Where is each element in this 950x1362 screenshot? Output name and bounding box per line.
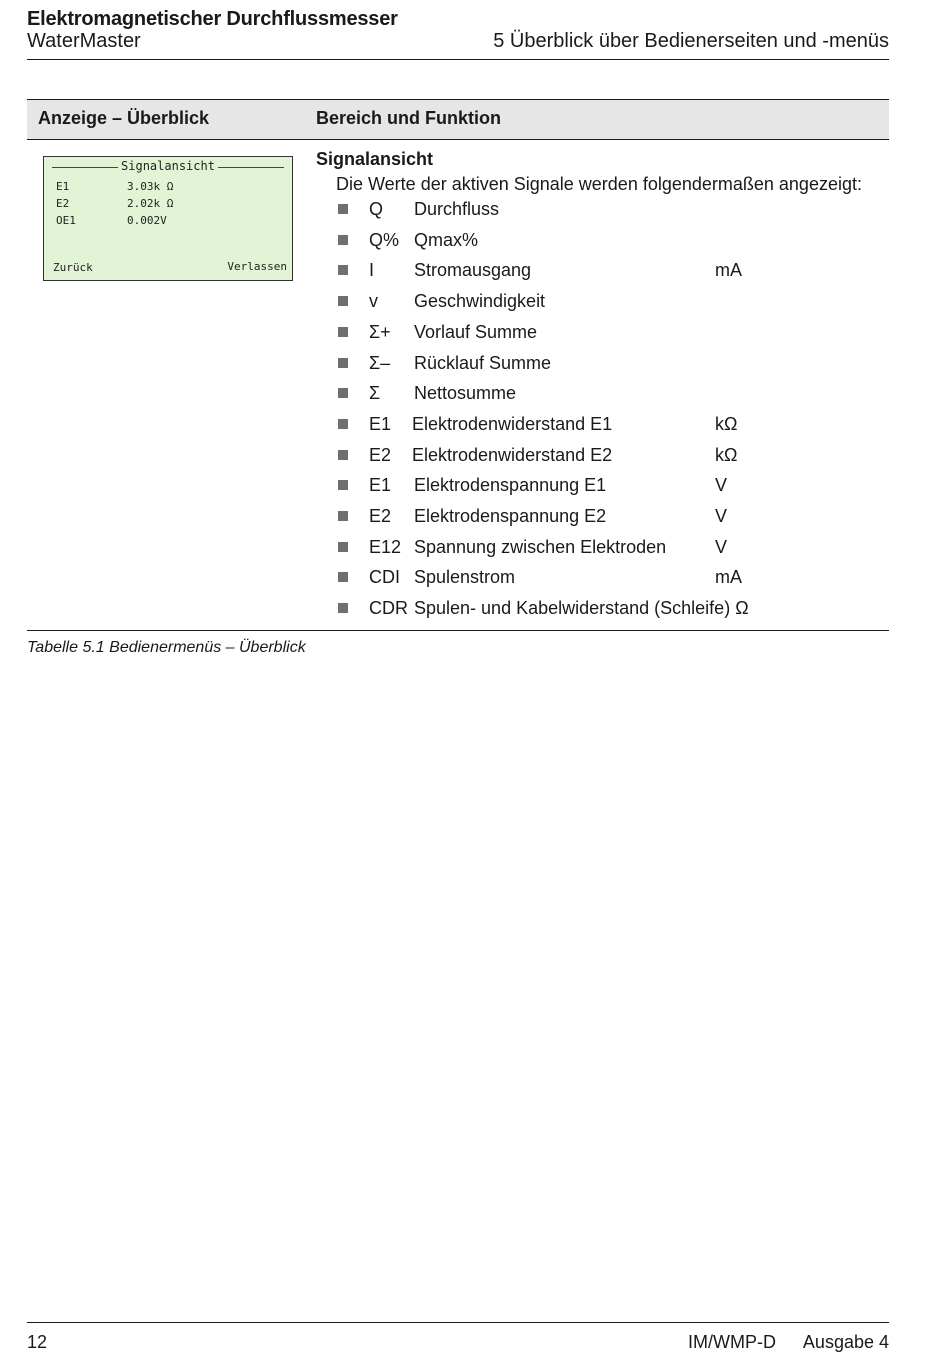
document-reference: IM/WMP-D [688,1332,776,1352]
list-item [336,199,856,223]
chapter-title: 5 Überblick über Bedienerseiten und -menüs [493,30,889,52]
lcd-row-value: 2.02k Ω [127,197,174,210]
edition-label: Ausgabe 4 [802,1332,889,1352]
signal-description: Elektrodenwiderstand E2 [412,444,613,465]
square-bullet-icon [338,542,348,552]
signal-symbol: v [369,291,378,312]
square-bullet-icon [338,388,348,398]
list-item [336,353,856,377]
square-bullet-icon [338,358,348,368]
signal-description: Elektrodenspannung E1 [414,475,607,496]
list-item [336,475,856,499]
overview-table [27,99,889,631]
page-number: 12 [27,1332,48,1352]
signal-unit: kΩ [715,444,738,465]
signal-symbol: Σ+ [369,321,391,342]
square-bullet-icon [338,327,348,337]
lcd-row-label: E2 [56,197,70,210]
signal-description: Spulenstrom [414,567,516,588]
signal-description: Stromausgang [414,260,532,281]
signal-symbol: CDR [369,598,408,619]
section-title: Signalansicht [316,149,434,169]
list-item [336,598,856,622]
signal-description: Spannung zwischen Elektroden [414,536,667,557]
signal-description: Vorlauf Summe [414,321,538,342]
list-item [336,567,856,591]
signal-description: Elektrodenspannung E2 [414,506,607,526]
lcd-title: Signalansicht [44,159,292,173]
square-bullet-icon [338,572,348,582]
lcd-display-illustration [43,156,293,281]
page-footer [27,1322,889,1353]
square-bullet-icon [338,235,348,245]
square-bullet-icon [338,204,348,214]
signal-unit: V [715,475,728,496]
signal-symbol: I [369,260,375,281]
list-item [336,506,856,530]
signal-description: Qmax% [414,229,479,250]
square-bullet-icon [338,603,348,613]
signal-symbol: Q% [369,229,400,250]
lcd-softkey-back: Zurück [53,261,93,274]
signal-symbol: Q [369,199,384,219]
signal-symbol: E1 [369,413,392,434]
signal-unit: V [715,536,728,557]
lcd-row-label: OE1 [56,214,76,227]
table-header-row [27,99,889,140]
square-bullet-icon [338,265,348,275]
lcd-row-value: 0.002V [127,214,167,227]
list-item [336,260,856,284]
table-caption: Tabelle 5.1 Bedienermenüs – Überblick [27,639,306,656]
square-bullet-icon [338,419,348,429]
square-bullet-icon [338,296,348,306]
signal-description: Geschwindigkeit [414,291,546,312]
column-header-display: Anzeige – Überblick [38,108,210,128]
column-header-function: Bereich und Funktion [316,108,502,128]
section-intro: Die Werte der aktiven Signale werden folgendermaßen angezeigt: [336,174,862,194]
document-subtitle: WaterMaster [27,30,141,52]
list-item [336,383,856,407]
list-item [336,230,856,254]
signal-description: Nettosumme [414,383,517,404]
list-item [336,537,856,561]
page-header [27,6,889,60]
signal-symbol: E1 [369,475,392,496]
lcd-row-value: 3.03k Ω [127,180,174,193]
table-row [27,140,889,631]
signal-symbol: E2 [369,444,392,465]
square-bullet-icon [338,450,348,460]
lcd-row-label: E1 [56,180,70,193]
signal-description: Elektrodenwiderstand E1 [412,413,613,434]
list-item [336,291,856,315]
signal-description: Rücklauf Summe [414,352,552,373]
list-item [336,445,856,469]
signal-unit: kΩ [715,413,738,434]
signal-description: Durchfluss [414,199,500,219]
signal-symbol: Σ– [369,352,391,373]
list-item [336,322,856,346]
list-item [336,414,856,438]
signal-symbol: E12 [369,536,402,557]
signal-unit: V [715,506,728,526]
document-title: Elektromagnetischer Durchflussmesser [27,8,398,30]
square-bullet-icon [338,511,348,521]
signal-unit: mA [715,260,742,281]
square-bullet-icon [338,480,348,490]
signal-symbol: E2 [369,506,392,526]
signal-unit: mA [715,567,742,588]
lcd-softkey-exit: Verlassen [227,260,287,273]
signal-symbol: CDI [369,567,400,588]
signal-symbol: Σ [369,383,381,404]
signal-description: Spulen- und Kabelwiderstand (Schleife) Ω [414,598,749,619]
